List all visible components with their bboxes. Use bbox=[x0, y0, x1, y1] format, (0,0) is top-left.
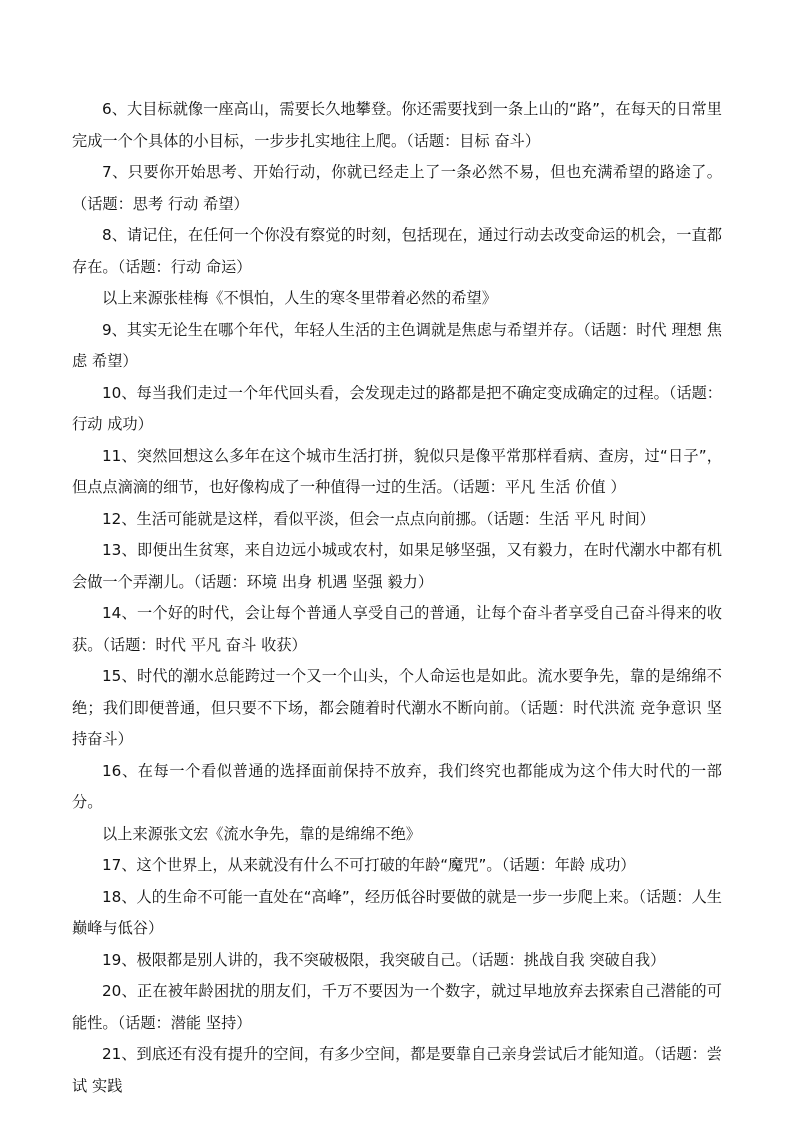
paragraph-11: 11、突然回想这么多年在这个城市生活打拼，貌似只是像平常那样看病、查房，过“日子”，但点点滴滴的细节，也好像构成了一种值得一过的生活。（话题：平凡 生活 价值 ） bbox=[72, 446, 722, 496]
paragraph-20: 20、正在被年龄困扰的朋友们，千万不要因为一个数字，就过早地放弃去探索自己潜能的可能性。（话题：潜能 坚持） bbox=[72, 982, 722, 1032]
source-line-zhang-guimei: 以上来源张桂梅《不惧怕，人生的寒冬里带着必然的希望》 bbox=[102, 289, 497, 307]
document-body bbox=[72, 94, 722, 1102]
paragraph-7: 7、只要你开始思考、开始行动，你就已经走上了一条必然不易，但也充满希望的路途了。（话题：思考 行动 希望） bbox=[72, 163, 722, 213]
paragraph-21: 21、到底还有没有提升的空间，有多少空间，都是要靠自己亲身尝试后才能知道。（话题：尝试 实践 bbox=[72, 1045, 722, 1095]
paragraph-19: 19、极限都是别人讲的，我不突破极限，我突破自己。（话题：挑战自我 突破自我） bbox=[102, 950, 666, 969]
paragraph-16: 16、在每一个看似普通的选择面前保持不放弃，我们终究也都能成为这个伟大时代的一部分。 bbox=[72, 761, 722, 811]
paragraph-9: 9、其实无论生在哪个年代，年轻人生活的主色调就是焦虑与希望并存。（话题：时代 理想 焦虑 希望） bbox=[72, 320, 722, 370]
paragraph-10: 10、每当我们走过一个年代回头看，会发现走过的路都是把不确定变成确定的过程。（话题：行动 成功） bbox=[72, 383, 722, 433]
paragraph-15: 15、时代的潮水总能跨过一个又一个山头，个人命运也是如此。流水要争先，靠的是绵绵不绝；我们即便普通，但只要不下场，都会随着时代潮水不断向前。（话题：时代洪流 竞争意识 坚持奋斗） bbox=[72, 667, 722, 748]
paragraph-6: 6、大目标就像一座高山，需要长久地攀登。你还需要找到一条上山的“路”，在每天的日常里完成一个个具体的小目标，一步步扎实地往上爬。（话题：目标 奋斗） bbox=[72, 100, 722, 150]
paragraph-17: 17、这个世界上，从来就没有什么不可打破的年龄“魔咒”。（话题：年龄 成功） bbox=[102, 856, 636, 874]
paragraph-14: 14、一个好的时代，会让每个普通人享受自己的普通，让每个奋斗者享受自己奋斗得来的收获。（话题：时代 平凡 奋斗 收获） bbox=[72, 604, 722, 654]
source-line-zhang-wenhong: 以上来源张文宏《流水争先，靠的是绵绵不绝》 bbox=[102, 824, 421, 843]
paragraph-13: 13、即便出生贫寒，来自边远小城或农村，如果足够坚强，又有毅力，在时代潮水中都有机会做一个弄潮儿。（话题：环境 出身 机遇 坚强 毅力） bbox=[72, 541, 722, 591]
paragraph-8: 8、请记住，在任何一个你没有察觉的时刻，包括现在，通过行动去改变命运的机会，一直都存在。（话题：行动 命运） bbox=[72, 226, 722, 276]
paragraph-18: 18、人的生命不可能一直处在“高峰”，经历低谷时要做的就是一步一步爬上来。（话题：人生 巅峰与低谷） bbox=[72, 887, 722, 937]
paragraph-12: 12、生活可能就是这样，看似平淡，但会一点点向前挪。（话题：生活 平凡 时间） bbox=[102, 509, 655, 528]
